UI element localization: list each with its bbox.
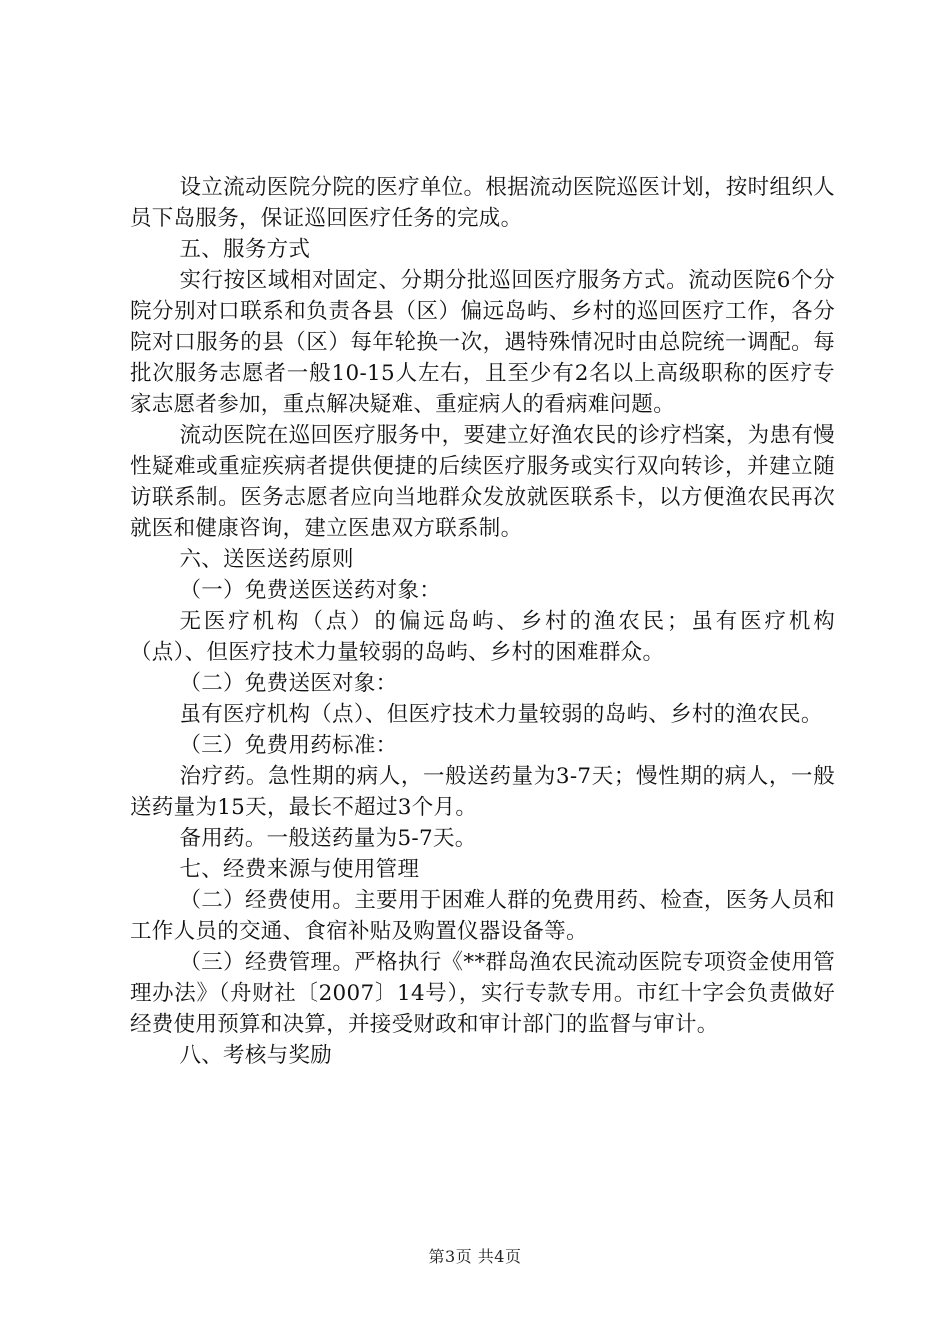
paragraph-medical-units: 设立流动医院分院的医疗单位。根据流动医院巡医计划，按时组织人员下岛服务，保证巡回医疗任务的完成。 [130, 175, 835, 231]
paragraph-backup-medicine: 备用药。一般送药量为5-7天。 [179, 826, 477, 851]
subheading-free-medical: （二）免费送医对象： [179, 671, 398, 696]
paragraph-funding-management: （三）经费管理。严格执行《**群岛渔农民流动医院专项资金使用管理办法》（舟财社〔2007〕14号），实行专款专用。市红十字会负责做好经费使用预算和决算，并接受财政和审计部门的监督与审计。 [130, 950, 835, 1037]
subheading-free-medical-and-medicine: （一）免费送医送药对象： [179, 578, 442, 603]
paragraph-free-medical: 虽有医疗机构（点）、但医疗技术力量较弱的岛屿、乡村的渔农民。 [179, 702, 823, 727]
paragraph-service-mode: 实行按区域相对固定、分期分批巡回医疗服务方式。流动医院6个分院分别对口联系和负责各县（区）偏远岛屿、乡村的巡回医疗工作，各分院对口服务的县（区）每年轮换一次，遇特殊情况时由总院统一调配。每批次服务志愿者一般10-15人左右，且至少有2名以上高级职称的医疗专家志愿者参加，重点解决疑难、重症病人的看病难问题。 [130, 268, 835, 417]
document-body [130, 172, 835, 1071]
paragraph-treatment-medicine: 治疗药。急性期的病人，一般送药量为3-7天；慢性期的病人，一般送药量为15天，最长不超过3个月。 [130, 764, 835, 820]
page-footer: 第3页 共4页 [428, 1247, 522, 1266]
paragraph-free-medical-and-medicine: 无医疗机构（点）的偏远岛屿、乡村的渔农民；虽有医疗机构（点）、但医疗技术力量较弱的岛屿、乡村的困难群众。 [130, 609, 835, 665]
section-heading-assessment: 八、考核与奖励 [179, 1043, 333, 1068]
section-heading-medicine-principles: 六、送医送药原则 [179, 547, 354, 572]
section-heading-funding: 七、经费来源与使用管理 [179, 857, 420, 882]
paragraph-medical-records: 流动医院在巡回医疗服务中，要建立好渔农民的诊疗档案，为患有慢性疑难或重症疾病者提供便捷的后续医疗服务或实行双向转诊，并建立随访联系制。医务志愿者应向当地群众发放就医联系卡，以方便渔农民再次就医和健康咨询，建立医患双方联系制。 [130, 423, 835, 541]
subheading-medicine-standard: （三）免费用药标准： [179, 733, 398, 758]
section-heading-service-mode: 五、服务方式 [179, 237, 311, 262]
paragraph-funding-usage: （二）经费使用。主要用于困难人群的免费用药、检查，医务人员和工作人员的交通、食宿补贴及购置仪器设备等。 [130, 888, 835, 944]
